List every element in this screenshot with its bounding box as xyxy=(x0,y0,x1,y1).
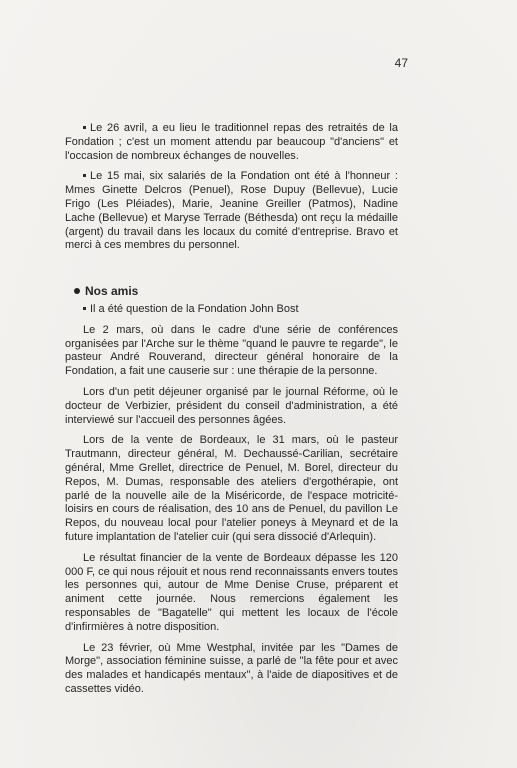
section-heading xyxy=(74,285,398,299)
paragraph-conference: Le 2 mars, où dans le cadre d'une série de conférences organisées par l'Arche sur le thème "quand le pauvre te regarde", le pasteur André Rouverand, directeur général honoraire de la Fondation, a fait une causerie sur : une thérapie de la personne. xyxy=(65,323,398,378)
paragraph-text: Le 15 mai, six salariés de la Fondation ont été à l'honneur : Mmes Ginette Delcros (Penuel), Rose Dupuy (Bellevue), Lucie Frigo (Les Pléiades), Marie, Jeanine Greiller (Patmos), Nadine Lache (Bellevue) et Maryse Terrade (Béthesda) ont reçu la médaille (argent) du travail dans les locaux du comité d'entreprise. Bravo et merci à ces membres du personnel. xyxy=(65,170,398,252)
page-number: 47 xyxy=(394,56,408,70)
square-bullet-icon xyxy=(83,126,86,129)
paragraph-medals xyxy=(65,170,398,253)
paragraph-breakfast: Lors d'un petit déjeuner organisé par le journal Réforme, où le docteur de Verbizier, président du conseil d'administration, a été interviewé sur l'accueil des personnes âgées. xyxy=(65,385,398,426)
paragraph-text: Le 26 avril, a eu lieu le traditionnel repas des retraités de la Fondation ; c'est un moment attendu par beaucoup "d'anciens" et l'occasion de nombreux échanges de nouvelles. xyxy=(65,122,398,162)
square-bullet-icon xyxy=(83,307,86,310)
page-content xyxy=(65,122,398,704)
round-bullet-icon xyxy=(74,288,80,294)
section-heading-text: Nos amis xyxy=(85,284,139,299)
paragraph-retirees-meal xyxy=(65,122,398,163)
square-bullet-icon xyxy=(83,174,86,177)
paragraph-intro xyxy=(65,303,398,317)
paragraph-text: Il a été question de la Fondation John Bost xyxy=(90,302,299,315)
paragraph-westphal: Le 23 février, où Mme Westphal, invitée par les "Dames de Morge", association féminine suisse, a parlé de "la fête pour et avec des malades et handicapés mentaux", à l'aide de diapositives et de cassettes vidéo. xyxy=(65,641,398,695)
paragraph-bordeaux-sale: Lors de la vente de Bordeaux, le 31 mars, où le pasteur Trautmann, directeur général, M. Dechaussé-Carilian, secrétaire général, Mme Grellet, directrice de Penuel, M. Borel, directeur du Repos, M. Dumas, responsable des ateliers d'ergothérapie, ont parlé de la nouvelle aile de la Miséricorde, de l'espace motricité-loisirs en cours de réalisation, des 10 ans de Penuel, du pavillon Le Repos, du nouveau local pour l'atelier poneys à Meynard et de la future implantation de l'atelier cuir (qui sera dissocié d'Arlequin). xyxy=(65,434,398,543)
paragraph-financial-result: Le résultat financier de la vente de Bordeaux dépasse les 120 000 F, ce qui nous réjouit et nous rend reconnaissants envers toutes les personnes qui, autour de Mme Denise Cruse, préparent et animent cette journée. Nous remercions également les responsables de "Bagatelle" qui mettent les locaux de l'école d'infirmières à notre disposition. xyxy=(65,551,398,633)
